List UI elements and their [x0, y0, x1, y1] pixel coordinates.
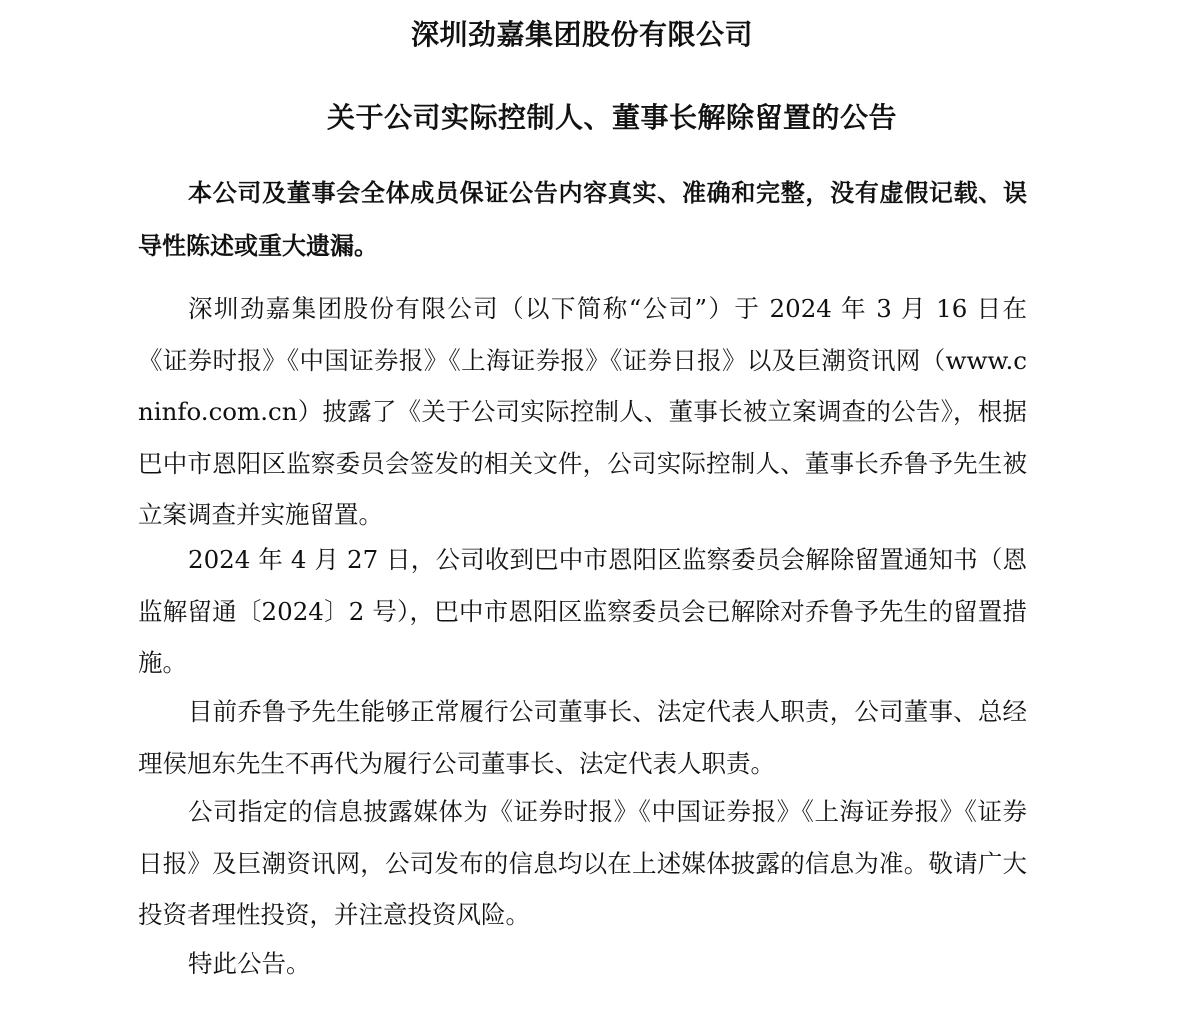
board-statement: 本公司及董事会全体成员保证公告内容真实、准确和完整，没有虚假记载、误导性陈述或重大遗漏。 [138, 179, 1027, 260]
company-name: 深圳劲嘉集团股份有限公司 [410, 18, 753, 51]
announcement-title: 关于公司实际控制人、董事长解除留置的公告 [326, 101, 897, 134]
paragraph-closing: 特此公告。 [188, 949, 311, 978]
paragraph-background: 深圳劲嘉集团股份有限公司（以下简称“公司”）于 2024 年 3 月 16 日在《证券时报》《中国证券报》《上海证券报》《证券日报》以及巨潮资讯网（www.cninfo.com.cn）披露了《关于公司实际控制人、董事长被立案调查的公告》，根据巴中市恩阳区监察委员会签发的相关文件，公司实际控制人、董事长乔鲁予先生被立案调查并实施留置。 [138, 294, 1027, 529]
paragraph-release-notice: 2024 年 4 月 27 日，公司收到巴中市恩阳区监察委员会解除留置通知书（恩监解留通〔2024〕2 号），巴中市恩阳区监察委员会已解除对乔鲁予先生的留置措施。 [138, 545, 1027, 677]
paragraph-media-disclosure: 公司指定的信息披露媒体为《证券时报》《中国证券报》《上海证券报》《证券日报》及巨潮资讯网，公司发布的信息均以在上述媒体披露的信息为准。敬请广大投资者理性投资，并注意投资风险。 [138, 797, 1027, 929]
paragraph-duties-resumed: 目前乔鲁予先生能够正常履行公司董事长、法定代表人职责，公司董事、总经理侯旭东先生不再代为履行公司董事长、法定代表人职责。 [138, 697, 1027, 778]
